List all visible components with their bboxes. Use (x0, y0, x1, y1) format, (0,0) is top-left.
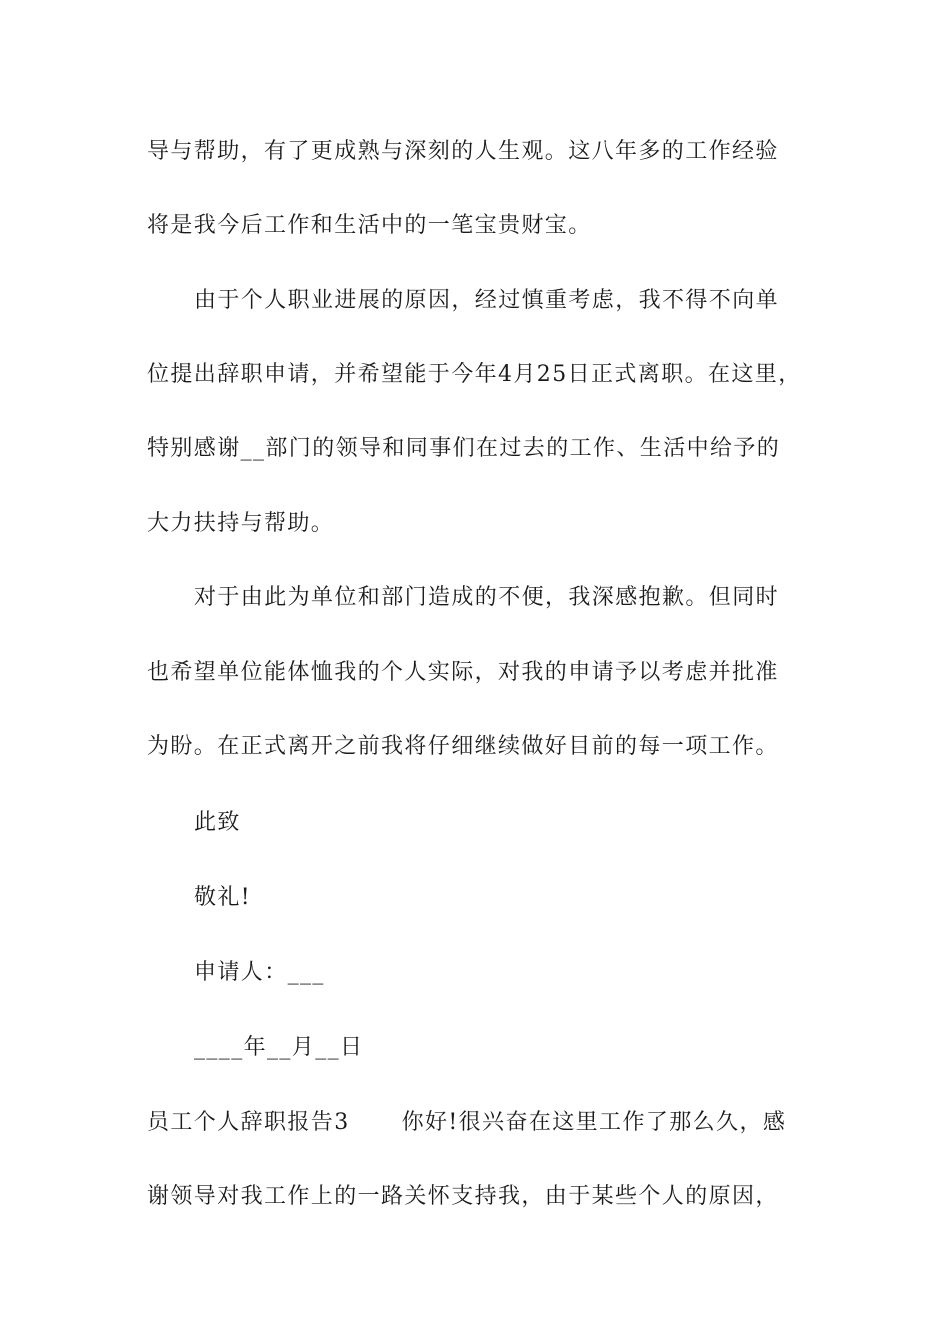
paragraph-line: 由于个人职业进展的原因，经过慎重考虑，我不得不向单 (194, 288, 780, 313)
paragraph-line: 导与帮助，有了更成熟与深刻的人生观。这八年多的工作经验 (147, 139, 779, 164)
paragraph-line: 将是我今后工作和生活中的一笔宝贵财宝。 (147, 213, 592, 238)
section-title: 员工个人辞职报告3 (147, 1110, 350, 1135)
section-heading-line (147, 1108, 807, 1138)
paragraph-line: 为盼。在正式离开之前我将仔细继续做好目前的每一项工作。 (147, 734, 779, 759)
paragraph-line: 对于由此为单位和部门造成的不便，我深感抱歉。但同时 (194, 585, 780, 610)
applicant-signature: 申请人：___ (194, 960, 325, 985)
paragraph-line: 位提出辞职申请，并希望能于今年4月25日正式离职。在这里， (147, 362, 802, 387)
paragraph-text: 你好!很兴奋在这里工作了那么久，感 (401, 1110, 787, 1135)
paragraph-line: 也希望单位能体恤我的个人实际，对我的申请予以考虑并批准 (147, 660, 779, 685)
closing-salutation: 此致 (194, 810, 241, 835)
date-line: ____年__月__日 (194, 1035, 364, 1060)
paragraph-line: 特别感谢__部门的领导和同事们在过去的工作、生活中给予的 (147, 436, 781, 461)
paragraph-line: 大力扶持与帮助。 (147, 511, 335, 536)
paragraph-line: 谢领导对我工作上的一路关怀支持我，由于某些个人的原因， (147, 1184, 779, 1209)
closing-regards: 敬礼! (194, 885, 252, 910)
